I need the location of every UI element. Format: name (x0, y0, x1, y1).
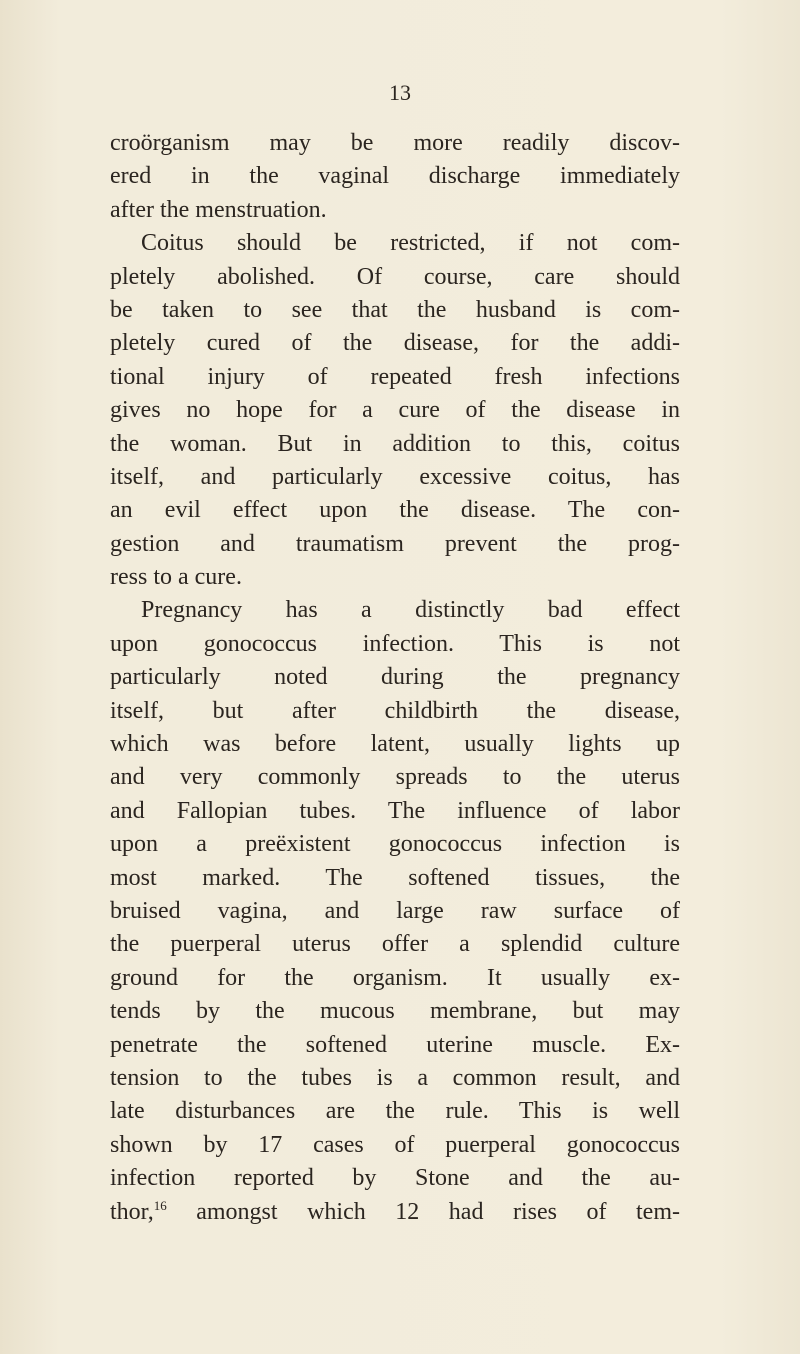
text-line: the woman. But in addition to this, coitus (110, 430, 680, 457)
text-line: and Fallopian tubes. The influence of labor (110, 797, 680, 824)
text-line: bruised vagina, and large raw surface of (110, 897, 680, 924)
paragraph-start: Pregnancy has a distinctly bad effect (141, 597, 680, 624)
text-line: itself, and particularly excessive coitus, has (110, 463, 680, 490)
text-line: pletely abolished. Of course, care should (110, 263, 680, 290)
text-line: tends by the mucous membrane, but may (110, 998, 680, 1025)
text-line: particularly noted during the pregnancy (110, 664, 680, 691)
text-line: shown by 17 cases of puerperal gonococcus (110, 1131, 680, 1158)
text-line: itself, but after childbirth the disease, (110, 697, 680, 724)
text-line-with-footnote (110, 1196, 680, 1229)
text-line: the puerperal uterus offer a splendid culture (110, 931, 680, 958)
text-line: an evil effect upon the disease. The con- (110, 497, 680, 524)
text-line: and very commonly spreads to the uterus (110, 764, 680, 791)
text-line: upon gonococcus infection. This is not (110, 630, 680, 657)
text-line: penetrate the softened uterine muscle. Ex- (110, 1031, 680, 1058)
text-line: pletely cured of the disease, for the addi- (110, 330, 680, 357)
footnote-reference: 16 (153, 1197, 167, 1213)
last-line-rest: amongst which 12 had rises of tem- (196, 1198, 680, 1225)
text-line: ered in the vaginal discharge immediately (110, 163, 680, 190)
text-line: gives no hope for a cure of the disease in (110, 397, 680, 424)
text-line: after the menstruation. (110, 196, 327, 223)
text-line: gestion and traumatism prevent the prog- (110, 530, 680, 557)
paragraph-start: Coitus should be restricted, if not com- (141, 230, 680, 257)
page-number: 13 (389, 80, 411, 105)
text-line: upon a preëxistent gonococcus infection is (110, 831, 680, 858)
text-line: tension to the tubes is a common result, and (110, 1064, 680, 1091)
text-line: infection reported by Stone and the au- (110, 1165, 680, 1192)
text-line: late disturbances are the rule. This is well (110, 1098, 680, 1125)
last-line-prefix: thor, (110, 1198, 154, 1225)
text-line: ground for the organism. It usually ex- (110, 964, 680, 991)
text-line: tional injury of repeated fresh infections (110, 363, 680, 390)
text-line: ress to a cure. (110, 564, 242, 591)
body-text (110, 127, 680, 1229)
text-line: which was before latent, usually lights up (110, 731, 680, 758)
text-line: most marked. The softened tissues, the (110, 864, 680, 891)
text-line: croörganism may be more readily discov- (110, 130, 680, 156)
text-line: be taken to see that the husband is com- (110, 296, 680, 323)
